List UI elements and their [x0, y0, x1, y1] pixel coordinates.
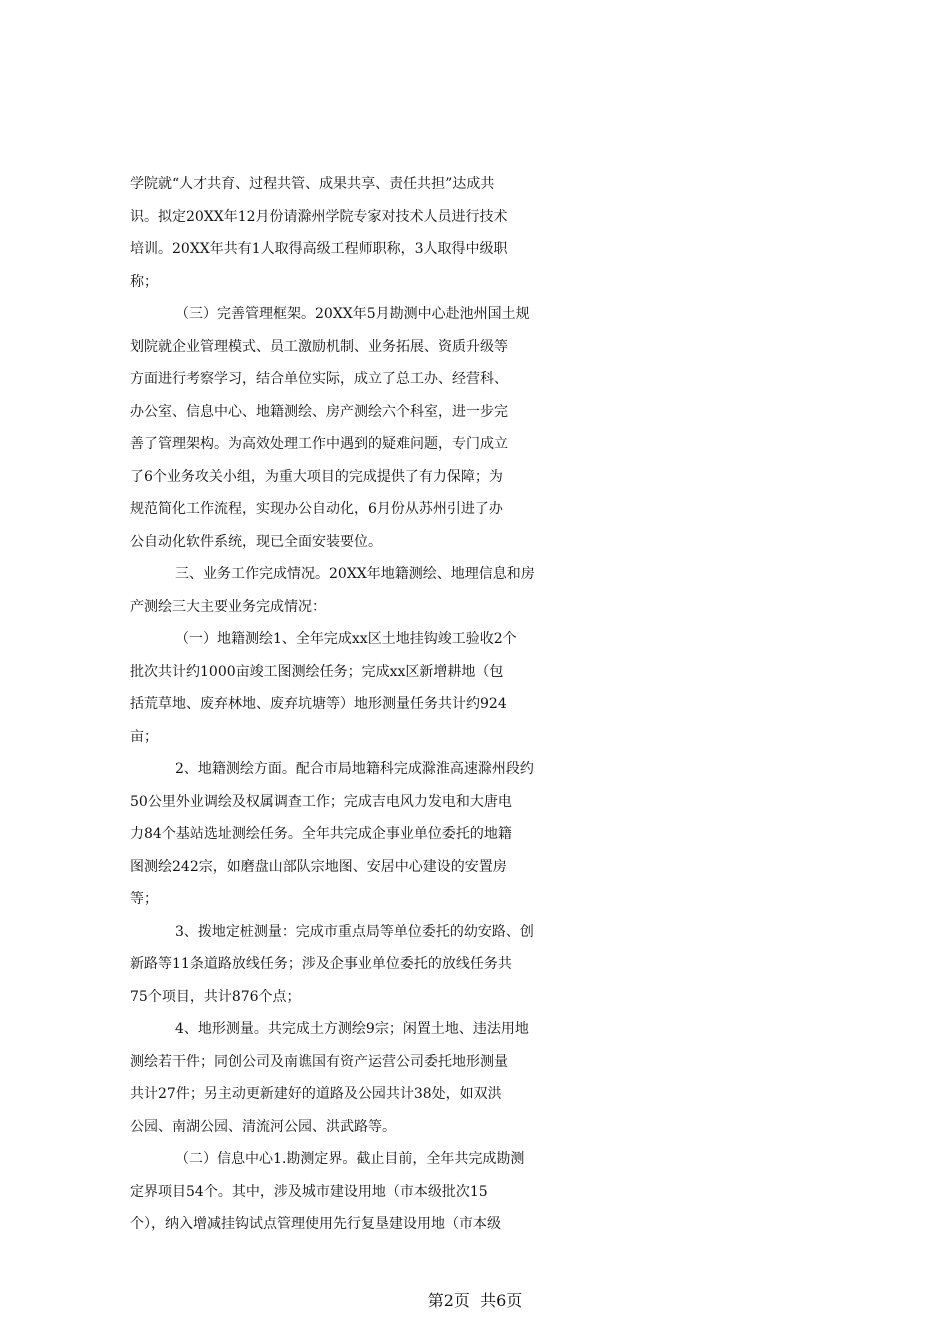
- text-line: 公园、南湖公园、清流河公园、洪武路等。: [130, 1118, 396, 1135]
- text-line: 75个项目，共计876个点；: [130, 988, 301, 1005]
- text-line: 公自动化软件系统，现已全面安装要位。: [130, 533, 382, 550]
- text-line: 共计27件；另主动更新建好的道路及公园共计38处，如双洪: [130, 1086, 502, 1102]
- text-line: 方面进行考察学习，结合单位实际，成立了总工办、经营科、: [130, 371, 508, 387]
- text-line: 划院就企业管理模式、员工激励机制、业务拓展、资质升级等: [130, 338, 508, 355]
- text-line: 4、地形测量。共完成土方测绘9宗；闲置土地、违法用地: [175, 1021, 529, 1037]
- text-line: 称；: [130, 273, 158, 290]
- text-line: 善了管理架构。为高效处理工作中遇到的疑难问题，专门成立: [130, 436, 508, 452]
- text-line: 培训。20XX年共有1人取得高级工程师职称，3人取得中级职: [130, 241, 508, 257]
- text-line: 个），纳入增减挂钩试点管理使用先行复垦建设用地（市本级: [130, 1216, 501, 1232]
- text-line: 等；: [130, 891, 158, 907]
- text-line: （二）信息中心1.勘测定界。截止目前，全年共完成勘测: [175, 1151, 525, 1167]
- text-line: 50公里外业调绘及权属调查工作；完成吉电风力发电和大唐电: [130, 793, 512, 810]
- text-line: 测绘若干件；同创公司及南谯国有资产运营公司委托地形测量: [130, 1053, 508, 1070]
- text-line: 批次共计约1000亩竣工图测绘任务；完成xx区新增耕地（包: [130, 663, 504, 680]
- text-line: 括荒草地、废弃林地、废弃坑塘等）地形测量任务共计约924: [130, 696, 507, 712]
- text-line: 力84个基站选址测绘任务。全年共完成企事业单位委托的地籍: [130, 826, 512, 842]
- text-line: （一）地籍测绘1、全年完成xx区土地挂钩竣工验收2个: [175, 631, 517, 647]
- text-line: 新路等11条道路放线任务；涉及企事业单位委托的放线任务共: [130, 956, 512, 972]
- text-line: 亩；: [130, 728, 158, 745]
- text-line: 识。拟定20XX年12月份请滁州学院专家对技术人员进行技术: [130, 208, 508, 225]
- text-line: （三）完善管理框架。20XX年5月勘测中心赴池州国土规: [175, 306, 530, 322]
- text-line: 规范简化工作流程，实现办公自动化，6月份从苏州引进了办: [130, 501, 503, 517]
- text-line: 了6个业务攻关小组，为重大项目的完成提供了有力保障；为: [130, 468, 503, 485]
- text-line: 2、地籍测绘方面。配合市局地籍科完成滁淮高速滁州段约: [175, 761, 534, 777]
- text-line: 办公室、信息中心、地籍测绘、房产测绘六个科室，进一步完: [130, 403, 508, 420]
- text-line: 图测绘242宗，如磨盘山部队宗地图、安居中心建设的安置房: [130, 858, 507, 875]
- text-line: 学院就“人才共育、过程共管、成果共享、责任共担”达成共: [130, 176, 495, 192]
- text-line: 3、拨地定桩测量：完成市重点局等单位委托的幼安路、创: [175, 923, 534, 940]
- text-line: 产测绘三大主要业务完成情况：: [130, 598, 326, 615]
- text-line: 定界项目54个。其中，涉及城市建设用地（市本级批次15: [130, 1183, 488, 1200]
- text-line: 三、业务工作完成情况。20XX年地籍测绘、地理信息和房: [175, 566, 535, 582]
- page-number-footer: 第2页 共6页: [427, 1291, 523, 1310]
